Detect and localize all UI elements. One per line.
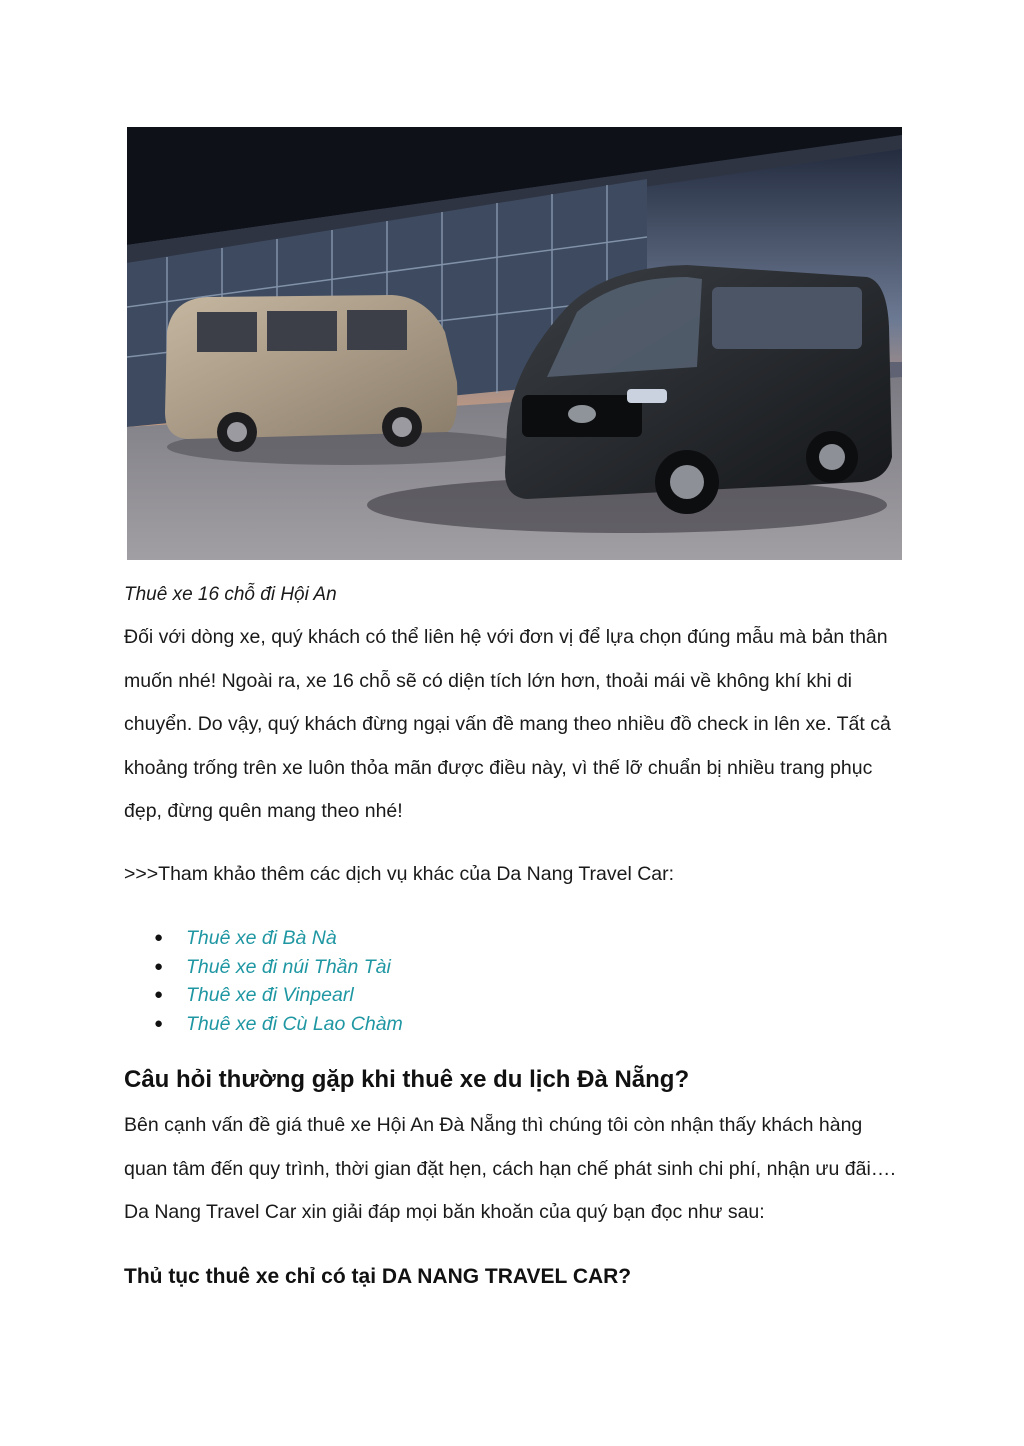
- bullet-icon: ●: [154, 957, 164, 975]
- list-item: [124, 1010, 403, 1039]
- list-item: [124, 981, 403, 1010]
- faq-intro-paragraph: Bên cạnh vấn đề giá thuê xe Hội An Đà Nẵng thì chúng tôi còn nhận thấy khách hàng quan tâm đến quy trình, thời gian đặt hẹn, cách hạn chế phát sinh chi phí, nhận ưu đãi…. Da Nang Travel Car xin giải đáp mọi băn khoăn của quý bạn đọc như sau:: [124, 1114, 896, 1223]
- van-photo: [127, 127, 902, 560]
- link-nui-than-tai[interactable]: Thuê xe đi núi Thần Tài: [186, 955, 391, 978]
- faq-heading: Câu hỏi thường gặp khi thuê xe du lịch Đà Nẵng?: [124, 1066, 690, 1093]
- related-services-list: [124, 924, 403, 1038]
- related-services-intro: >>>Tham khảo thêm các dịch vụ khác của Da Nang Travel Car:: [124, 863, 675, 885]
- list-item: [124, 953, 403, 982]
- bullet-icon: ●: [154, 986, 164, 1003]
- rental-procedure-heading: Thủ tục thuê xe chỉ có tại DA NANG TRAVEL CAR?: [124, 1265, 632, 1288]
- bullet-icon: ●: [154, 929, 164, 946]
- beige-van: [165, 295, 457, 452]
- bullet-icon: ●: [154, 1014, 164, 1032]
- van-illustration: [127, 127, 902, 560]
- link-vinpearl[interactable]: Thuê xe đi Vinpearl: [186, 984, 354, 1006]
- image-caption: Thuê xe 16 chỗ đi Hội An: [124, 584, 337, 605]
- link-cu-lao-cham[interactable]: Thuê xe đi Cù Lao Chàm: [186, 1012, 403, 1035]
- link-ba-na[interactable]: Thuê xe đi Bà Nà: [186, 927, 337, 949]
- vehicle-description-paragraph: Đối với dòng xe, quý khách có thể liên hệ với đơn vị để lựa chọn đúng mẫu mà bản thân muốn nhé! Ngoài ra, xe 16 chỗ sẽ có diện tích lớn hơn, thoải mái về không khí khi di chuyển. Do vậy, quý khách đừng ngại vấn đề mang theo nhiều đồ check in lên xe. Tất cả khoảng trống trên xe luôn thỏa mãn được điều này, vì thế lỡ chuẩn bị nhiều trang phục đẹp, đừng quên mang theo nhé!: [124, 626, 891, 822]
- list-item: [124, 924, 403, 953]
